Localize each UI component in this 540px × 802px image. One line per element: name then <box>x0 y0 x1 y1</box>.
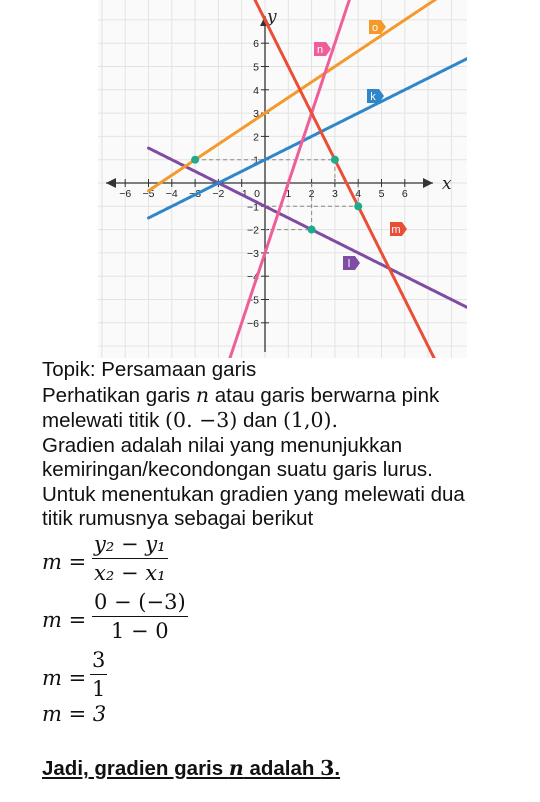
x-tick-label: 3 <box>331 188 338 200</box>
y-tick-label: −3 <box>247 247 259 260</box>
coordinate-graph <box>98 0 467 358</box>
y-tick-label: −2 <box>247 224 259 237</box>
equation-substitution: m = 0 − (−3) 1 − 0 <box>42 589 186 643</box>
y-tick-label: 5 <box>253 61 259 74</box>
text-line-1: Perhatikan garis n atau garis berwarna pink <box>42 382 440 407</box>
x-tick-label: 4 <box>355 188 362 200</box>
fraction: 0 − (−3) 1 − 0 <box>94 589 186 643</box>
y-tick-label: 6 <box>253 38 259 51</box>
label-o: o <box>371 22 379 34</box>
y-tick-label: −1 <box>247 201 259 214</box>
equation-result: m = 3 <box>42 701 107 726</box>
explanation-text <box>42 358 532 781</box>
label-n: n <box>316 44 324 56</box>
x-tick-label: −4 <box>165 188 178 200</box>
topic-line: Topik: Persamaan garis <box>42 358 257 381</box>
y-tick-label: −5 <box>247 294 259 307</box>
x-tick-label: −2 <box>212 188 225 200</box>
text-line-6: titik rumusnya sebagai berikut <box>42 507 314 530</box>
intersection-point <box>354 202 362 210</box>
y-axis-label: y <box>267 7 277 27</box>
point-1: (0. −3) <box>165 408 238 432</box>
text-line-3: Gradien adalah nilai yang menunjukkan <box>42 433 403 457</box>
equation-formula: m = y₂ − y₁ x₂ − x₁ <box>42 531 166 585</box>
x-tick-label: −6 <box>119 188 132 200</box>
label-k: k <box>370 91 376 103</box>
x-tick-label: 0 <box>254 188 260 200</box>
x-tick-label: −5 <box>142 188 155 200</box>
y-tick-label: 3 <box>253 108 259 121</box>
equation-simplified: m = 3 1 <box>42 647 106 701</box>
point-2: (1,0). <box>282 408 339 432</box>
text-line-4: kemiringan/kecondongan suatu garis lurus. <box>42 458 433 481</box>
x-tick-label: 6 <box>401 188 408 200</box>
intersection-point <box>308 226 316 234</box>
x-tick-label: −3 <box>189 188 202 200</box>
y-tick-label: −6 <box>247 317 259 330</box>
text-line-5: Untuk menentukan gradien yang melewati dua <box>42 482 465 506</box>
y-tick-label: −4 <box>247 271 259 284</box>
x-axis-label: x <box>442 174 452 194</box>
intersection-point <box>331 156 339 164</box>
x-tick-label: 2 <box>308 188 315 200</box>
y-tick-label: 2 <box>253 131 259 144</box>
label-l: l <box>347 258 351 270</box>
x-tick-label: 5 <box>378 188 385 200</box>
var-n: n <box>195 382 210 407</box>
text-line-2: melewati titik (0. −3) dan (1,0). <box>42 408 339 432</box>
fraction: 3 1 <box>92 647 106 701</box>
conclusion: Jadi, gradien garis n adalah 3. <box>42 756 341 780</box>
x-tick-label: −1 <box>235 188 248 200</box>
fraction: y₂ − y₁ x₂ − x₁ <box>94 531 166 585</box>
intersection-point <box>191 156 199 164</box>
y-tick-label: 1 <box>253 154 259 167</box>
x-tick-label: 1 <box>285 188 292 200</box>
label-m: m <box>391 224 401 236</box>
graph-svg <box>98 0 467 358</box>
y-tick-label: 4 <box>253 84 259 97</box>
